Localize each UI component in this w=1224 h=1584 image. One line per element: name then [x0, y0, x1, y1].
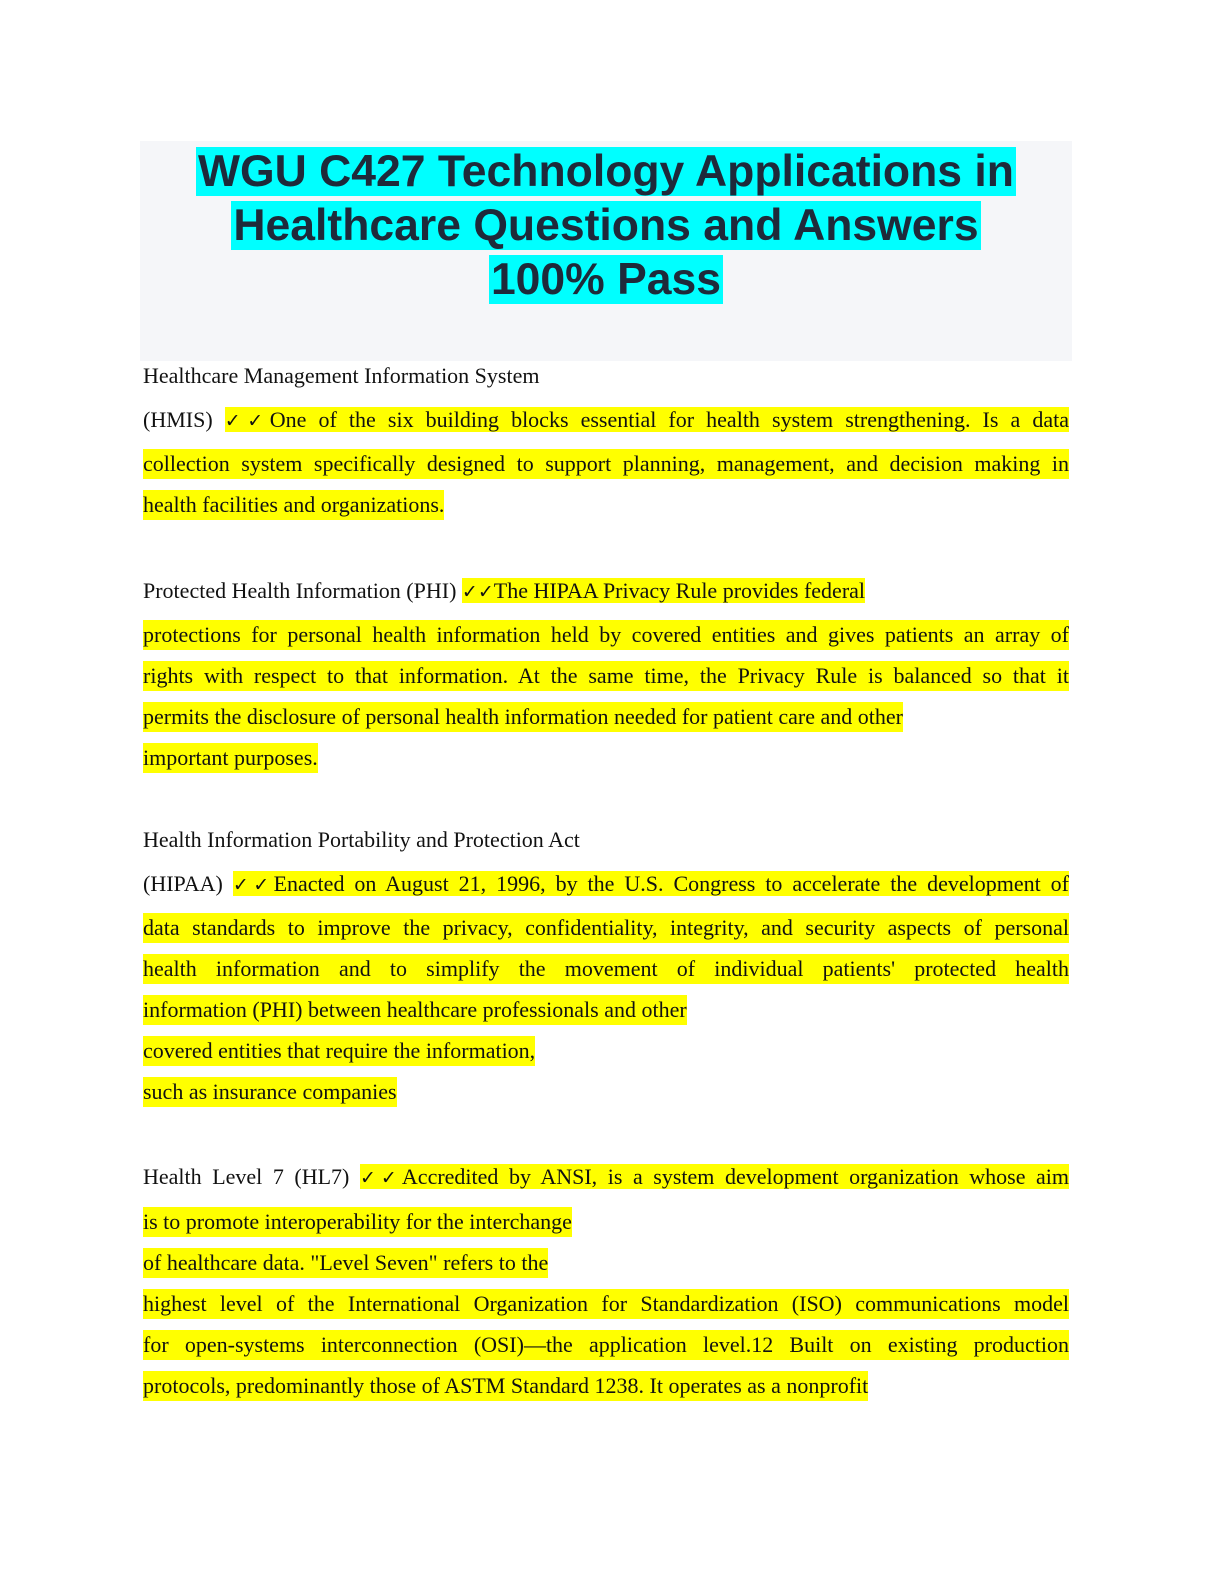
answer-line: important purposes. — [143, 743, 318, 773]
check-mark-icon: ✓✓ — [461, 581, 494, 603]
answer-line: health facilities and organizations. — [143, 490, 444, 520]
title-line: Healthcare Questions and Answers — [233, 201, 979, 250]
answer-line: permits the disclosure of personal health information needed for patient care and other — [143, 702, 903, 732]
answer-text: ✓✓One of the six building blocks essential for health system strengthening. Is a data — [224, 407, 1070, 432]
document-title — [140, 141, 1072, 361]
qa-line — [143, 1162, 1069, 1193]
qa-line — [143, 576, 865, 607]
answer-text: ✓✓Accredited by ANSI, is a system development organization whose aim — [359, 1164, 1070, 1189]
answer-text: ✓✓Enacted on August 21, 1996, by the U.S. Congress to accelerate the development of — [232, 871, 1070, 896]
answer-line: such as insurance companies — [143, 1077, 397, 1107]
question-term: Healthcare Management Information System — [143, 363, 540, 388]
answer-line: for open-systems interconnection (OSI)—the application level.12 Built on existing production — [143, 1330, 1069, 1360]
qa-line — [143, 869, 1069, 900]
qa-line — [143, 405, 1069, 436]
answer-line: protocols, predominantly those of ASTM Standard 1238. It operates as a nonprofit — [143, 1371, 868, 1401]
answer-line: data standards to improve the privacy, confidentiality, integrity, and security aspects of personal — [143, 913, 1069, 943]
answer-line: health information and to simplify the movement of individual patients' protected health — [143, 954, 1069, 984]
question-term: Health Level 7 (HL7) — [143, 1164, 350, 1189]
title-line: WGU C427 Technology Applications in — [198, 147, 1014, 196]
check-mark-icon: ✓✓ — [359, 1167, 402, 1189]
question-term: (HMIS) — [143, 407, 213, 432]
answer-line: rights with respect to that information. At the same time, the Privacy Rule is balanced so that it — [143, 661, 1069, 691]
question-term: Health Information Portability and Protection Act — [143, 827, 580, 852]
answer-line: protections for personal health information held by covered entities and gives patients an array of — [143, 620, 1069, 650]
answer-line: highest level of the International Organization for Standardization (ISO) communications model — [143, 1289, 1069, 1319]
check-mark-icon: ✓✓ — [232, 874, 274, 896]
answer-text: ✓✓The HIPAA Privacy Rule provides federal — [461, 578, 866, 603]
answer-line: information (PHI) between healthcare professionals and other — [143, 995, 687, 1025]
question-term: Protected Health Information (PHI) — [143, 578, 457, 603]
answer-line: covered entities that require the information, — [143, 1036, 535, 1066]
answer-line: is to promote interoperability for the interchange — [143, 1207, 572, 1237]
question-term: (HIPAA) — [143, 871, 223, 896]
answer-line: of healthcare data. "Level Seven" refers to the — [143, 1248, 548, 1278]
check-mark-icon: ✓✓ — [224, 410, 270, 432]
answer-line: collection system specifically designed to support planning, management, and decision making in — [143, 449, 1069, 479]
title-line: 100% Pass — [490, 255, 722, 304]
